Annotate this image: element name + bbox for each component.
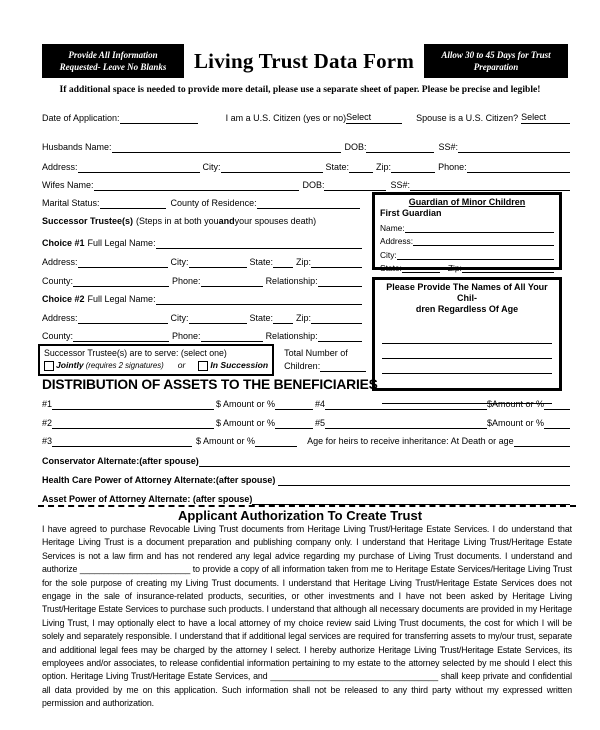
spouse-citizen-label: Spouse is a U.S. Citizen? <box>416 113 519 123</box>
spouse-citizen-select[interactable]: Select <box>521 111 570 124</box>
guardian-box <box>372 192 562 273</box>
trustee-serve-box <box>38 344 274 376</box>
total-children-label-line2: Children: <box>284 361 321 371</box>
row-beneficiary-3-age <box>42 434 570 447</box>
successor-trustees-label: Successor Trustee(s) <box>42 216 134 226</box>
choice2-state-field[interactable] <box>273 311 293 324</box>
choice2-zip-field[interactable] <box>311 311 362 324</box>
guardian-state-label: State: <box>380 263 402 273</box>
successor-note-pre: (Steps in at both you <box>136 216 219 226</box>
distribution-heading: DISTRIBUTION OF ASSETS TO THE BENEFICIARIES <box>42 377 378 392</box>
ss-label: SS#: <box>390 180 410 190</box>
date-of-application-field[interactable] <box>120 111 198 124</box>
child-name-field-3[interactable] <box>382 359 552 374</box>
child-name-field-2[interactable] <box>382 344 552 359</box>
state-label: State: <box>325 162 350 172</box>
guardian-address-field[interactable] <box>413 235 554 246</box>
guardian-zip-field[interactable] <box>462 262 554 273</box>
child-name-field-4[interactable] <box>382 374 552 389</box>
county-label: County: <box>42 331 74 341</box>
state-label: State: <box>249 313 274 323</box>
header <box>42 44 568 78</box>
husbands-name-field[interactable] <box>112 140 342 153</box>
ss-label: SS#: <box>438 142 458 152</box>
beneficiary2-label: #2 <box>42 418 53 428</box>
guardian-box-title: Guardian of Minor Children <box>408 197 526 207</box>
authorization-paragraph: I have agreed to purchase Revocable Living Trust documents from Heritage Living Trust/Heritage Estate Services. I do understand that Heritage Living Trust is a document preparation and publishing company only. I understand that Heritage Living Trust/Heritage Estate Services is not a law firm and has not rendered any legal advice regarding my purchase of Living Trust documents. I understand and authorize _______________________ to provide a copy of all information taken from me to Heritage Estate Services/Heritage Living Trust for the sole purpose of creating my Living Trust documents. I understand that Heritage Living Trust/Heritage Estate Services does not engage in the sale of insurance-related products, securities, or other investments and I have not been asked by Heritage Living Trust/Heritage Estate Services to purchase such products. I understand that although all necessary documents are provided in my Heritage Living Trust, I may optionally elect to have a local attorney of my choice review said Living Trust documents, the cost for which I will be solely and separately responsible. I understand that if additional legal services are required for transferring assets to my/our trust, separate and additional legal fees may be charged by the attorney I select. I hereby authorize Heritage Living Trust/Heritage Estate Services, its employees and/or associates, to release confidential information pertaining to my estate to the attorney selected by me should I elect this option. Heritage Living Trust/Heritage Estate Services, and ___________________________________ shall keep private and confidential all data provided by me on this application. Such information shall not be released to any third party without my expressed written permission and authorization. <box>42 524 572 709</box>
amount-label: $ Amount or % <box>215 418 276 428</box>
asset-poa-alternate-field[interactable] <box>252 492 570 505</box>
full-legal-name-label: Full Legal Name: <box>87 294 156 304</box>
city-label: City: <box>170 313 189 323</box>
row-successor-note <box>42 216 360 227</box>
notice-left <box>42 44 184 78</box>
dob-label: DOB: <box>302 180 325 190</box>
guardian-state-field[interactable] <box>402 262 440 273</box>
total-children-label-line1: Total Number of <box>284 348 348 358</box>
amount-label: $ Amount or % <box>215 399 276 409</box>
wife-dob-field[interactable] <box>324 178 386 191</box>
first-guardian-label: First Guardian <box>380 208 442 218</box>
row-asset-poa <box>42 492 570 505</box>
choice1-address-field[interactable] <box>78 255 168 268</box>
notice-right-line2: Preparation <box>473 62 519 72</box>
amount-label: $ Amount or % <box>196 436 256 446</box>
guardian-zip-label: Zip: <box>447 263 462 273</box>
beneficiary3-amount-field[interactable] <box>255 434 297 447</box>
row-beneficiary-2-5 <box>42 416 570 429</box>
city-label: City: <box>202 162 221 172</box>
conservator-alternate-label: Conservator Alternate:(after spouse) <box>42 456 199 466</box>
city-label: City: <box>170 257 189 267</box>
notice-right <box>424 44 568 78</box>
choice2-address-field[interactable] <box>78 311 168 324</box>
children-box-title-line2: dren Regardless Of Age <box>415 304 519 314</box>
jointly-checkbox[interactable] <box>44 361 54 371</box>
address-label: Address: <box>42 162 78 172</box>
beneficiary4-field[interactable] <box>325 397 487 410</box>
choice2-city-field[interactable] <box>189 311 247 324</box>
county-of-residence-label: County of Residence: <box>170 198 257 208</box>
beneficiary2-amount-field[interactable] <box>275 416 313 429</box>
guardian-name-row <box>380 222 554 233</box>
address-label: Address: <box>42 313 78 323</box>
row-choice1-county <box>42 274 362 287</box>
marital-status-label: Marital Status: <box>42 198 100 208</box>
choice2-relationship-field[interactable] <box>318 329 362 342</box>
choice1-city-field[interactable] <box>189 255 247 268</box>
husband-address-field[interactable] <box>78 160 200 173</box>
beneficiary1-field[interactable] <box>52 397 214 410</box>
successor-note-post: your spouses death) <box>234 216 317 226</box>
row-choice2 <box>42 292 362 305</box>
age-for-heirs-label: Age for heirs to receive inheritance: At Death or age <box>307 436 514 446</box>
phone-label: Phone: <box>172 276 201 286</box>
choice1-label: Choice #1 <box>42 238 85 248</box>
wifes-name-label: Wifes Name: <box>42 180 94 190</box>
zip-label: Zip: <box>376 162 392 172</box>
husbands-name-label: Husbands Name: <box>42 142 112 152</box>
choice1-state-field[interactable] <box>273 255 293 268</box>
choice1-county-field[interactable] <box>73 274 169 287</box>
child-name-field-1[interactable] <box>382 329 552 344</box>
choice1-zip-field[interactable] <box>311 255 362 268</box>
children-box-title <box>380 282 554 315</box>
beneficiary3-label: #3 <box>42 436 53 446</box>
beneficiary2-field[interactable] <box>52 416 214 429</box>
row-husband <box>42 140 570 153</box>
conservator-alternate-field[interactable] <box>199 454 570 467</box>
choice2-county-field[interactable] <box>73 329 169 342</box>
beneficiary1-amount-field[interactable] <box>275 397 313 410</box>
wifes-name-field[interactable] <box>94 178 300 191</box>
address-label: Address: <box>42 257 78 267</box>
successor-note-and: and <box>218 216 235 226</box>
guardian-name-field[interactable] <box>405 222 554 233</box>
in-succession-label: In Succession <box>210 360 269 370</box>
husband-ss-field[interactable] <box>458 140 570 153</box>
row-choice1-address <box>42 255 362 268</box>
asset-poa-alternate-label: Asset Power of Attorney Alternate: (after spouse) <box>42 494 253 504</box>
row-beneficiary-1-4 <box>42 397 570 410</box>
choice1-relationship-field[interactable] <box>318 274 362 287</box>
row-health-poa <box>42 473 570 486</box>
guardian-city-field[interactable] <box>397 249 554 260</box>
date-of-application-label: Date of Application: <box>42 113 120 123</box>
county-label: County: <box>42 276 74 286</box>
guardian-address-label: Address: <box>380 236 414 246</box>
husband-dob-field[interactable] <box>366 140 434 153</box>
wife-ss-field[interactable] <box>410 178 570 191</box>
row-citizenship <box>42 111 570 124</box>
us-citizen-label: I am a U.S. Citizen (yes or no) <box>225 113 347 123</box>
jointly-label: Jointly <box>56 360 84 370</box>
state-label: State: <box>249 257 274 267</box>
jointly-note: (requires 2 signatures) <box>85 361 164 370</box>
husband-zip-field[interactable] <box>391 160 435 173</box>
beneficiary1-label: #1 <box>42 399 53 409</box>
choice2-name-field[interactable] <box>156 292 362 305</box>
row-choice2-county <box>42 329 362 342</box>
phone-label: Phone: <box>172 331 201 341</box>
or-label: or <box>177 360 186 370</box>
trustee-serve-options <box>44 360 268 371</box>
beneficiary4-label: #4 <box>315 399 326 409</box>
phone-label: Phone: <box>438 162 467 172</box>
health-poa-alternate-field[interactable] <box>278 473 570 486</box>
choice1-phone-field[interactable] <box>201 274 263 287</box>
health-poa-alternate-label: Health Care Power of Attorney Alternate:(after spouse) <box>42 475 276 485</box>
page-title: Living Trust Data Form <box>193 48 415 73</box>
beneficiary3-field[interactable] <box>52 434 192 447</box>
choice2-phone-field[interactable] <box>201 329 263 342</box>
husband-city-field[interactable] <box>221 160 323 173</box>
authorization-title: Applicant Authorization To Create Trust <box>177 508 423 523</box>
amount-label: $Amount or % <box>486 418 545 428</box>
choice2-label: Choice #2 <box>42 294 85 304</box>
beneficiary5-amount-field[interactable] <box>544 416 570 429</box>
notice-right-line1: Allow 30 to 45 Days for Trust <box>441 50 551 60</box>
husband-phone-field[interactable] <box>467 160 570 173</box>
total-children-block <box>284 344 366 372</box>
marital-status-field[interactable] <box>100 196 166 209</box>
zip-label: Zip: <box>296 313 312 323</box>
guardian-city-label: City: <box>380 249 397 260</box>
trustee-serve-prompt: Successor Trustee(s) are to serve: (select one) <box>44 348 227 358</box>
row-trustee-serve <box>38 344 362 376</box>
amount-label: $Amount or % <box>486 399 545 409</box>
beneficiary4-amount-field[interactable] <box>544 397 570 410</box>
in-succession-checkbox[interactable] <box>198 361 208 371</box>
dob-label: DOB: <box>344 142 367 152</box>
children-names-box <box>372 277 562 391</box>
row-wife <box>42 178 570 191</box>
row-choice1 <box>42 236 362 249</box>
beneficiary5-field[interactable] <box>325 416 487 429</box>
instructions-line: If additional space is needed to provide more detail, please use a separate sheet of paper. Please be precise and legible! <box>59 84 541 95</box>
row-husband-address <box>42 160 570 173</box>
husband-state-field[interactable] <box>349 160 373 173</box>
us-citizen-select[interactable]: Select <box>346 111 402 124</box>
beneficiary5-label: #5 <box>315 418 326 428</box>
zip-label: Zip: <box>296 257 312 267</box>
guardian-city-row <box>380 249 554 260</box>
full-legal-name-label: Full Legal Name: <box>87 238 156 248</box>
relationship-label: Relationship: <box>265 276 318 286</box>
guardian-state-zip-row <box>380 262 554 273</box>
notice-left-line2: Requested- Leave No Blanks <box>59 62 167 72</box>
total-children-field[interactable] <box>320 359 366 372</box>
guardian-address-row <box>380 235 554 246</box>
cut-line <box>38 505 576 507</box>
row-conservator <box>42 454 570 467</box>
age-for-heirs-field[interactable] <box>514 434 570 447</box>
relationship-label: Relationship: <box>265 331 318 341</box>
guardian-name-label: Name: <box>380 222 405 233</box>
choice1-name-field[interactable] <box>156 236 362 249</box>
row-choice2-address <box>42 311 362 324</box>
row-marital <box>42 196 360 209</box>
notice-left-line1: Provide All Information <box>68 50 158 60</box>
county-of-residence-field[interactable] <box>257 196 360 209</box>
children-box-title-line1: Please Provide The Names of All Your Chil- <box>386 282 548 303</box>
